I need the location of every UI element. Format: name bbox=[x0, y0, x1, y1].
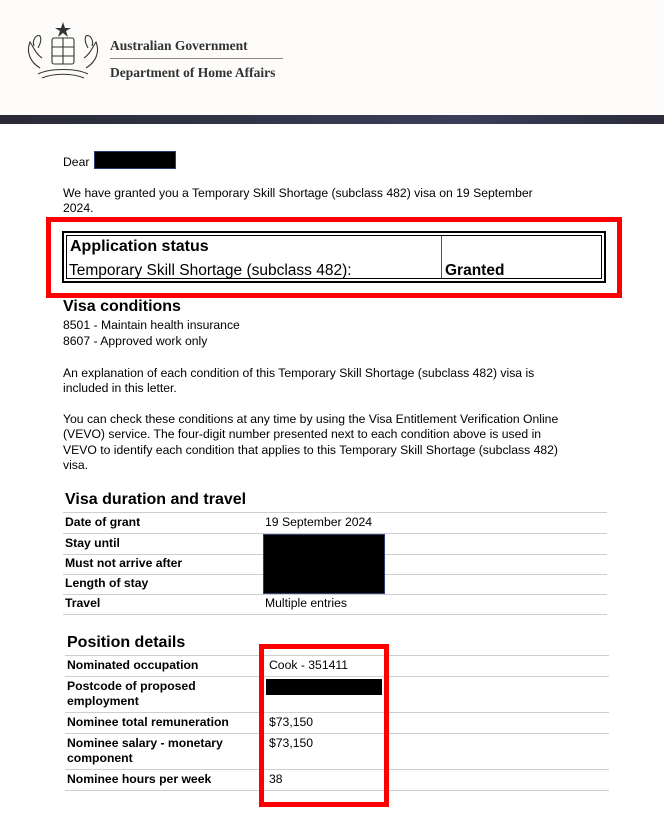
table-row bbox=[63, 594, 607, 615]
row-value: $73,150 bbox=[269, 736, 314, 750]
row-label: Travel bbox=[65, 596, 101, 610]
visa-duration-title: Visa duration and travel bbox=[65, 491, 247, 508]
row-label: Date of grant bbox=[65, 515, 141, 529]
status-inner-border bbox=[66, 235, 602, 279]
vevo-paragraph-line: VEVO to identify each condition that applies to this Temporary Skill Shortage (subclass 482) bbox=[63, 443, 558, 457]
header-band bbox=[0, 115, 664, 124]
highlight-box-position bbox=[259, 644, 389, 807]
row-label-continued: component bbox=[67, 751, 133, 765]
redacted-name bbox=[94, 151, 176, 169]
application-status-title: Application status bbox=[70, 238, 209, 255]
row-value: 19 September 2024 bbox=[265, 515, 373, 529]
government-name: Australian Government bbox=[110, 38, 248, 53]
visa-conditions-title: Visa conditions bbox=[63, 298, 181, 315]
application-status-label: Temporary Skill Shortage (subclass 482): bbox=[69, 262, 352, 279]
condition-item: 8501 - Maintain health insurance bbox=[63, 318, 240, 332]
letterhead bbox=[0, 0, 664, 115]
redacted-dates bbox=[263, 534, 385, 594]
row-label: Nominee total remuneration bbox=[67, 715, 229, 729]
conditions-explanation-line: included in this letter. bbox=[63, 381, 177, 395]
intro-line-1: We have granted you a Temporary Skill Shortage (subclass 482) visa on 19 September bbox=[63, 186, 533, 200]
vevo-paragraph-line: visa. bbox=[63, 458, 89, 472]
conditions-explanation-line: An explanation of each condition of this Temporary Skill Shortage (subclass 482) visa is bbox=[63, 366, 535, 380]
coat-of-arms-icon bbox=[20, 18, 106, 84]
row-value: Cook - 351411 bbox=[269, 658, 349, 672]
status-column-divider bbox=[441, 236, 442, 278]
row-label: Nominated occupation bbox=[67, 658, 199, 672]
condition-item: 8607 - Approved work only bbox=[63, 334, 208, 348]
table-row bbox=[63, 513, 607, 534]
row-label-continued: employment bbox=[67, 694, 139, 708]
department-name: Department of Home Affairs bbox=[110, 65, 276, 80]
salutation: Dear bbox=[63, 155, 90, 169]
row-label: Nominee hours per week bbox=[67, 772, 212, 786]
row-value: $73,150 bbox=[269, 715, 314, 729]
intro-line-2: 2024. bbox=[63, 201, 94, 215]
vevo-paragraph-line: You can check these conditions at any time by using the Visa Entitlement Verification Online bbox=[63, 412, 559, 426]
row-value: 38 bbox=[269, 772, 283, 786]
row-value: Multiple entries bbox=[265, 596, 347, 610]
application-status-value: Granted bbox=[445, 262, 505, 279]
row-label: Postcode of proposed bbox=[67, 679, 196, 693]
row-label: Length of stay bbox=[65, 576, 149, 590]
position-details-title: Position details bbox=[67, 634, 186, 651]
row-label: Nominee salary - monetary bbox=[67, 736, 223, 750]
row-label: Stay until bbox=[65, 536, 120, 550]
header-divider bbox=[110, 58, 283, 59]
application-status-box bbox=[62, 231, 606, 283]
vevo-paragraph-line: (VEVO) service. The four-digit number presented next to each condition above is used in bbox=[63, 427, 542, 441]
row-label: Must not arrive after bbox=[65, 556, 183, 570]
